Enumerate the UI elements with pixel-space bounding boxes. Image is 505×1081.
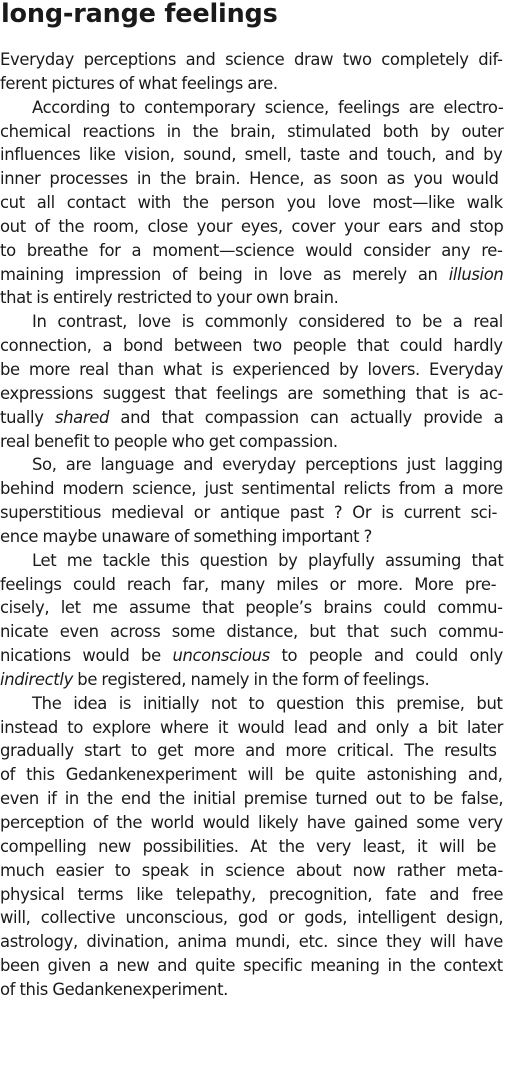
- text-line: [0, 310, 505, 334]
- text-segment: out of the room, close your eyes, cover your ears and stop: [0, 216, 504, 236]
- text-segment: will, collective unconscious, god or gods, intelligent design,: [0, 908, 504, 928]
- text-segment: Everyday perceptions and science draw two completely dif-: [0, 50, 503, 69]
- text-line: [0, 191, 505, 215]
- emphasis-text: shared: [54, 407, 110, 427]
- emphasis-text: indirectly: [0, 669, 73, 689]
- text-segment: and that compassion can actually provide a: [109, 407, 504, 427]
- text-segment: According to contemporary science, feelings are electro-: [32, 97, 504, 117]
- text-line: [0, 48, 505, 72]
- text-segment: astrology, divination, anima mundi, etc. since they will have: [0, 932, 503, 952]
- paragraph: [0, 310, 505, 453]
- text-line: [0, 811, 505, 835]
- paragraph: [0, 96, 505, 311]
- text-line: [0, 167, 505, 191]
- text-line: [0, 906, 505, 930]
- text-segment: much easier to speak in science about now rather meta-: [0, 860, 503, 880]
- text-segment: ence maybe unaware of something important ?: [0, 526, 372, 546]
- text-line: [0, 143, 505, 167]
- text-line: [0, 549, 505, 573]
- text-line: [0, 263, 505, 287]
- text-segment: physical terms like telepathy, precognition, fate and free: [0, 884, 504, 904]
- text-segment: feelings could reach far, many miles or more. More pre-: [0, 574, 497, 594]
- text-segment: of this Gedankenexperiment will be quite astonishing and,: [0, 765, 503, 785]
- text-line: [0, 692, 505, 716]
- text-segment: compelling new possibilities. At the very least, it will be: [0, 836, 497, 856]
- text-line: [0, 72, 505, 96]
- page-title: long-range feelings: [1, 0, 278, 29]
- text-segment: connection, a bond between two people that could hardly: [0, 336, 503, 356]
- text-line: [0, 501, 505, 525]
- text-segment: be more real than what is experienced by lovers. Everyday: [0, 359, 503, 379]
- text-segment: behind modern science, just sentimental relicts from a more: [0, 479, 504, 499]
- text-segment: perception of the world would likely have gained some very: [0, 813, 503, 832]
- text-line: [0, 215, 505, 239]
- emphasis-text: unconscious: [172, 646, 270, 666]
- text-segment: real benefit to people who get compassion.: [0, 431, 338, 451]
- text-segment: chemical reactions in the brain, stimulated both by outer: [0, 121, 504, 141]
- text-segment: tually: [0, 407, 55, 427]
- text-line: [0, 739, 505, 763]
- text-line: [0, 120, 505, 144]
- text-line: [0, 883, 505, 907]
- text-line: [0, 239, 505, 263]
- text-segment: nicate even across some distance, but that such commu-: [0, 622, 504, 642]
- text-line: [0, 668, 505, 692]
- text-line: [0, 358, 505, 382]
- text-line: [0, 525, 505, 549]
- text-segment: be registered, namely in the form of feelings.: [72, 669, 430, 689]
- text-line: [0, 382, 505, 406]
- text-segment: expressions suggest that feelings are something that is ac-: [0, 383, 504, 403]
- paragraph: [0, 48, 505, 96]
- text-line: [0, 430, 505, 454]
- text-segment: Let me tackle this question by playfully assuming that: [32, 550, 504, 570]
- text-line: [0, 716, 505, 740]
- text-segment: superstitious medieval or antique past ? Or is current sci-: [0, 503, 498, 523]
- text-line: [0, 763, 505, 787]
- text-segment: ferent pictures of what feelings are.: [0, 73, 278, 93]
- text-segment: even if in the end the initial premise turned out to be false,: [0, 789, 504, 809]
- article-body: [0, 48, 505, 1002]
- text-segment: to people and could only: [269, 646, 503, 666]
- text-segment: influences like vision, sound, smell, taste and touch, and by: [0, 145, 503, 165]
- text-line: [0, 644, 505, 668]
- emphasis-text: illusion: [448, 264, 504, 284]
- text-segment: that is entirely restricted to your own brain.: [0, 288, 339, 308]
- text-segment: So, are language and everyday perceptions just lagging: [32, 455, 503, 475]
- text-line: [0, 978, 505, 1002]
- text-line: [0, 859, 505, 883]
- text-line: [0, 787, 505, 811]
- text-line: [0, 954, 505, 978]
- text-line: [0, 835, 505, 859]
- text-segment: gradually start to get more and more critical. The results: [0, 741, 497, 761]
- text-line: [0, 453, 505, 477]
- text-segment: to breathe for a moment—science would consider any re-: [0, 240, 503, 260]
- text-segment: instead to explore where it would lead and only a bit later: [0, 717, 503, 737]
- text-line: [0, 596, 505, 620]
- text-segment: inner processes in the brain. Hence, as soon as you would: [0, 169, 499, 189]
- paragraph: [0, 549, 505, 692]
- text-line: [0, 930, 505, 954]
- text-segment: cut all contact with the person you love most—like walk: [0, 193, 503, 213]
- text-line: [0, 477, 505, 501]
- text-segment: nications would be: [0, 646, 173, 666]
- text-line: [0, 573, 505, 597]
- text-segment: of this Gedankenexperiment.: [0, 979, 229, 999]
- text-segment: been given a new and quite specific meaning in the context: [0, 956, 503, 976]
- text-line: [0, 620, 505, 644]
- text-line: [0, 334, 505, 358]
- paragraph: [0, 453, 505, 548]
- text-line: [0, 96, 505, 120]
- text-segment: The idea is initially not to question this premise, but: [32, 693, 503, 713]
- paragraph: [0, 692, 505, 1002]
- text-line: [0, 286, 505, 310]
- text-line: [0, 406, 505, 430]
- text-segment: In contrast, love is commonly considered to be a real: [32, 312, 503, 332]
- text-segment: cisely, let me assume that people’s brains could commu-: [0, 598, 503, 618]
- text-segment: maining impression of being in love as merely an: [0, 264, 449, 284]
